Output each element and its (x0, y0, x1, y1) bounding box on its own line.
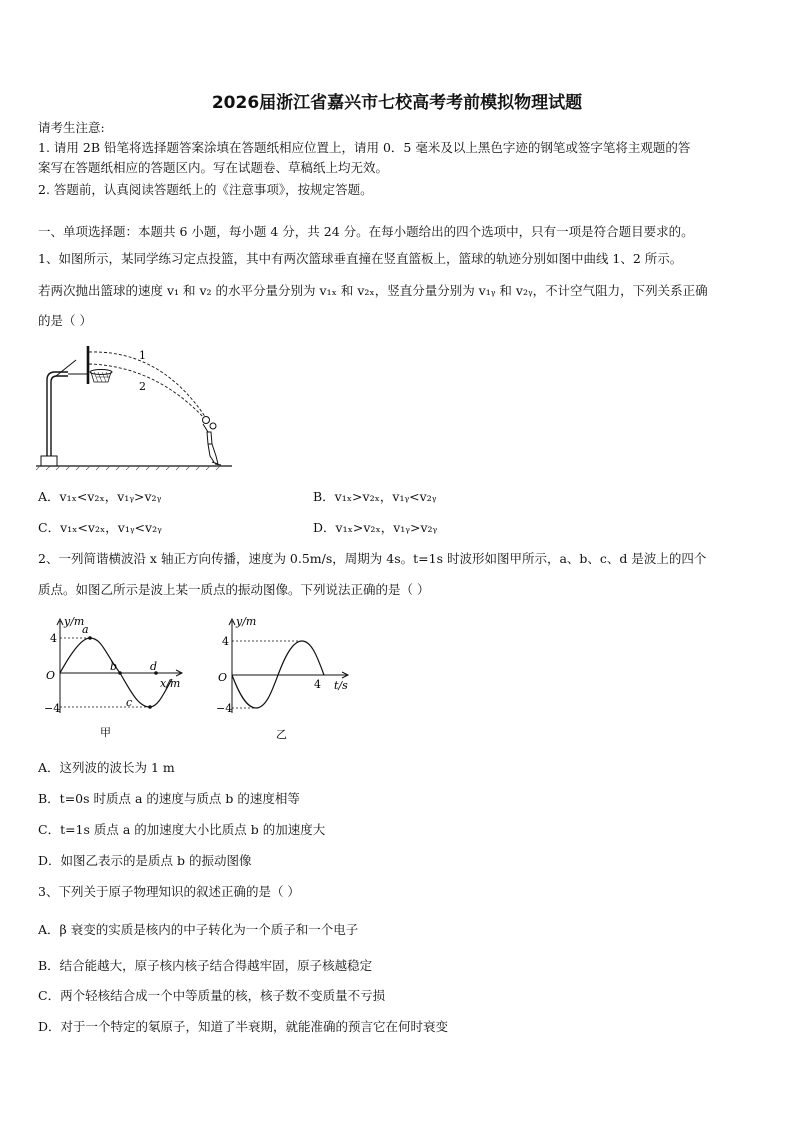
q1-option-a: A．v₁ₓ<v₂ₓ，v₁ᵧ>v₂ᵧ (38, 489, 162, 504)
notice-line-2: 2. 答题前，认真阅读答题纸上的《注意事项》，按规定答题。 (38, 182, 373, 197)
q2-stem-line-2: 质点。如图乙所示是波上某一质点的振动图像。下列说法正确的是（ ） (38, 582, 430, 597)
basketball-figure (36, 340, 236, 470)
jia-origin: O (46, 669, 56, 682)
q2-option-b: B．t=0s 时质点 a 的速度与质点 b 的速度相等 (38, 791, 300, 806)
notice-line-1b: 案写在答题纸相应的答题区内。写在试题卷、草稿纸上均无效。 (38, 160, 389, 175)
point-c-label: c (126, 696, 133, 709)
jia-ymax: 4 (50, 632, 57, 645)
q3-option-a: A．β 衰变的实质是核内的中子转化为一个质子和一个电子 (38, 922, 359, 937)
point-a-label: a (82, 623, 89, 636)
q1-option-b: B．v₁ₓ>v₂ₓ，v₁ᵧ<v₂ᵧ (313, 489, 437, 504)
q2-option-a: A．这列波的波长为 1 m (38, 760, 175, 775)
q1-stem-line-3: 的是（ ） (38, 313, 92, 328)
section-heading: 一、单项选择题：本题共 6 小题，每小题 4 分，共 24 分。在每小题给出的四个选项中，只有一项是符合题目要求的。 (38, 224, 694, 239)
yi-ymin: −4 (216, 702, 233, 715)
q3-stem: 3、下列关于原子物理知识的叙述正确的是（ ） (38, 884, 300, 899)
yi-tick-4: 4 (314, 678, 321, 691)
page-title: 2026届浙江省嘉兴市七校高考考前模拟物理试题 (211, 93, 583, 113)
player-icon (203, 417, 222, 466)
point-d-label: d (150, 660, 158, 673)
yi-origin: O (218, 671, 228, 684)
q1-option-c: C．v₁ₓ<v₂ₓ，v₁ᵧ<v₂ᵧ (38, 520, 162, 535)
vibration-figure-yi (212, 615, 362, 745)
jia-ymin: −4 (44, 702, 61, 715)
q2-option-c: C．t=1s 质点 a 的加速度大小比质点 b 的加速度大 (38, 822, 326, 837)
curve-1-label: 1 (139, 349, 146, 362)
yi-ymax: 4 (222, 635, 229, 648)
q2-stem-line-1: 2、一列简谐横波沿 x 轴正方向传播，速度为 0.5m/s，周期为 4s。t=1s 时波形如图甲所示，a、b、c、d 是波上的四个 (38, 551, 707, 566)
q2-option-d: D．如图乙表示的是质点 b 的振动图像 (38, 853, 252, 868)
q1-stem-line-2: 若两次抛出篮球的速度 v₁ 和 v₂ 的水平分量分别为 v₁ₓ 和 v₂ₓ，竖直分量分别为 v₁ᵧ 和 v₂ᵧ，不计空气阻力，下列关系正确 (38, 283, 708, 298)
wave-figure-jia (44, 615, 194, 745)
jia-ylabel: y/m (64, 615, 85, 628)
curve-2-label: 2 (139, 380, 146, 393)
q1-option-d: D．v₁ₓ>v₂ₓ，v₁ᵧ>v₂ᵧ (313, 520, 438, 535)
notice-line-1a: 1. 请用 2B 铅笔将选择题答案涂填在答题纸相应位置上，请用 0．5 毫米及以上黑色字迹的钢笔或签字笔将主观题的答 (38, 140, 691, 155)
yi-caption: 乙 (276, 728, 287, 741)
yi-xlabel: t/s (334, 679, 348, 692)
q3-option-d: D．对于一个特定的氡原子，知道了半衰期，就能准确的预言它在何时衰变 (38, 1019, 449, 1034)
point-b-label: b (110, 660, 118, 673)
q1-stem-line-1: 1、如图所示，某同学练习定点投篮，其中有两次篮球垂直撞在竖直篮板上，篮球的轨迹分别如图中曲线 1、2 所示。 (38, 251, 683, 266)
yi-ylabel: y/m (236, 615, 257, 628)
notice-heading: 请考生注意: (38, 120, 105, 135)
q3-option-b: B．结合能越大，原子核内核子结合得越牢固，原子核越稳定 (38, 958, 373, 973)
q3-option-c: C．两个轻核结合成一个中等质量的核，核子数不变质量不亏损 (38, 988, 386, 1003)
jia-xlabel: x/m (160, 677, 181, 690)
jia-caption: 甲 (100, 726, 111, 739)
